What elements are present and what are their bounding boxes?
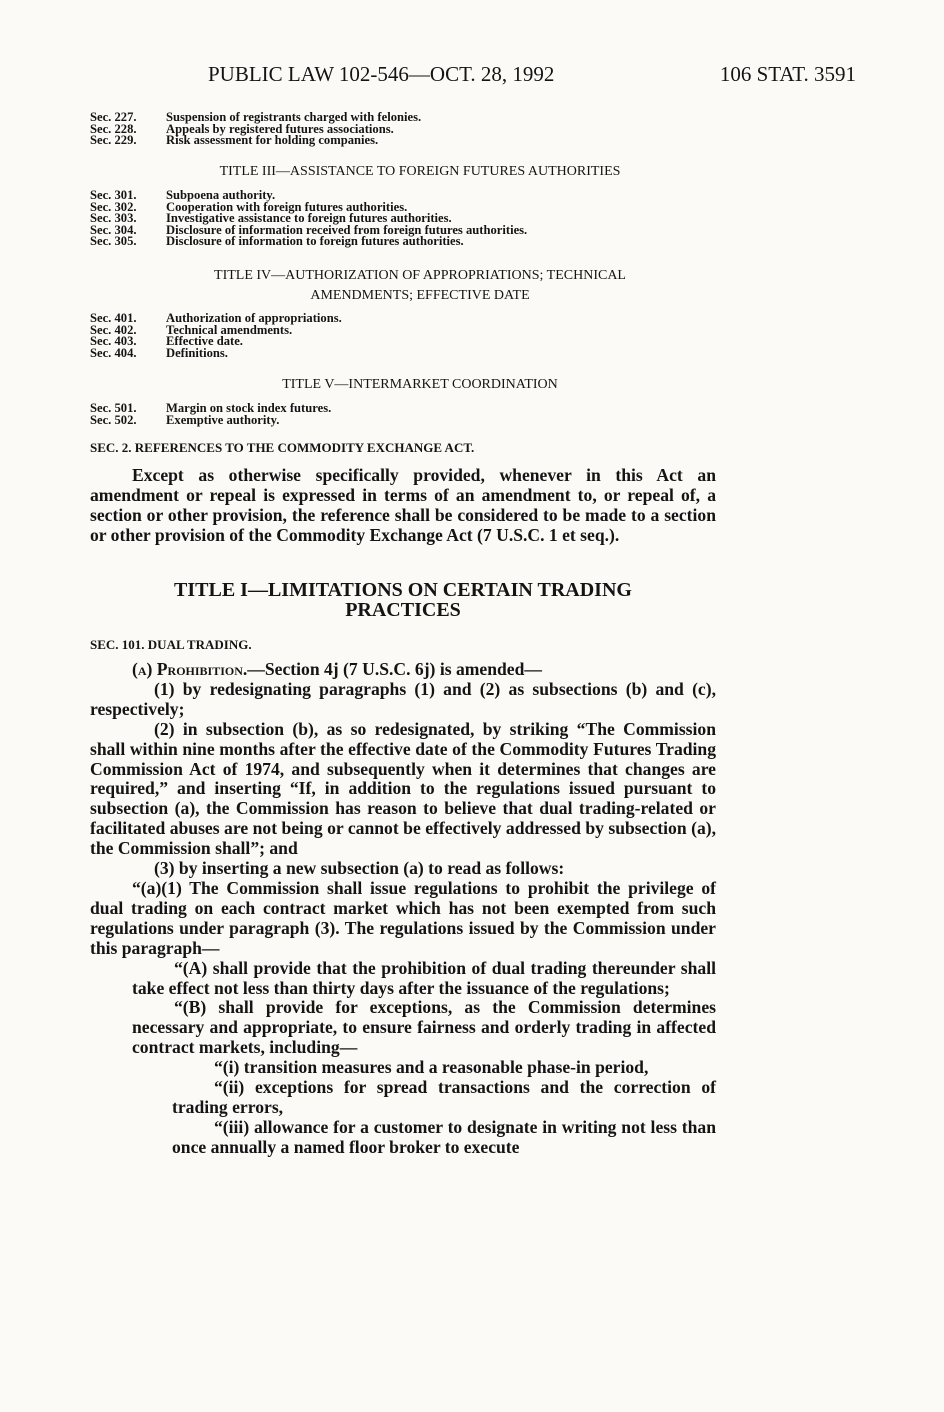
- toc-entry: Sec. 403. Effective date.: [90, 334, 243, 349]
- toc-entry: Sec. 501. Margin on stock index futures.: [90, 401, 332, 415]
- toc-title-iii: TITLE III—ASSISTANCE TO FOREIGN FUTURES AUTHORITIES: [219, 164, 621, 179]
- paragraph-2: (2) in subsection (b), as so redesignated, by striking “The Commission shall within nine months after the effective date of the Commodity Futures Trading Commission Act of 1974, and subsequently when it determines that changes are required,” and inserting “If, in addition to the regulations issued pursuant to subsection (a), the Commission has reason to believe that dual trading-related or facilitated abuses are not being or cannot be effectively addressed by subsection (a), the Commission shall”; and: [90, 718, 716, 859]
- page-header: [90, 62, 856, 92]
- toc-entry: Sec. 305. Disclosure of information to foreign futures authorities.: [90, 234, 464, 249]
- clause-ii: “(ii) exceptions for spread transactions and the correction of trading errors,: [172, 1077, 716, 1117]
- toc-entry: Sec. 228. Appeals by registered futures associations.: [90, 121, 394, 136]
- subsection-a-label: (a) Prohibition.: [132, 659, 248, 679]
- running-title: PUBLIC LAW 102-546—OCT. 28, 1992: [208, 62, 555, 86]
- clause-iii: “(iii) allowance for a customer to designate in writing not less than once annually a named floor broker to execute: [172, 1116, 716, 1157]
- stat-citation: 106 STAT. 3591: [719, 62, 856, 86]
- toc-group-title4: [90, 313, 690, 359]
- toc-group-title3: [90, 190, 690, 248]
- toc-title-iv-line1: TITLE IV—AUTHORIZATION OF APPROPRIATIONS; TECHNICAL: [214, 268, 626, 283]
- clause-B: “(B) shall provide for exceptions, as the Commission determines necessary and appropriate, to ensure fairness and orderly trading in affected contract markets, including—: [132, 997, 716, 1058]
- toc-title-iv-line2: AMENDMENTS; EFFECTIVE DATE: [310, 288, 530, 303]
- sec-2-body: [90, 466, 716, 546]
- toc-entry: Sec. 502. Exemptive authority.: [90, 412, 280, 427]
- clause-i: “(i) transition measures and a reasonable phase-in period,: [214, 1057, 649, 1078]
- toc-entry: Sec. 401. Authorization of appropriations.: [90, 311, 342, 325]
- toc-entry: Sec. 402. Technical amendments.: [90, 322, 293, 337]
- subsection-a: [90, 660, 716, 680]
- quoted-subsection-a1: “(a)(1) The Commission shall issue regulations to prohibit the privilege of dual trading on each contract market which has not been exempted from such regulations under paragraph (3). The regulations issued by the Commission under this paragraph—: [90, 877, 716, 958]
- sec-2-heading: SEC. 2. REFERENCES TO THE COMMODITY EXCHANGE ACT.: [90, 440, 475, 455]
- toc-entry: Sec. 302. Cooperation with foreign futures authorities.: [90, 199, 408, 214]
- toc-entry: Sec. 404. Definitions.: [90, 345, 228, 360]
- toc-entry: Sec. 229. Risk assessment for holding companies.: [90, 133, 379, 148]
- toc-entry: Sec. 303. Investigative assistance to foreign futures authorities.: [90, 211, 452, 226]
- toc-entry: Sec. 227. Suspension of registrants charged with felonies.: [90, 110, 422, 124]
- sec-2-paragraph: Except as otherwise specifically provided, whenever in this Act an amendment or repeal is expressed in terms of an amendment to, or repeal of, a section or other provision, the reference shall be considered to be made to a section or other provision of the Commodity Exchange Act (7 U.S.C. 1 et seq.).: [90, 465, 716, 545]
- toc-group-title2-end: [90, 112, 690, 147]
- sec-101-body: [90, 660, 716, 1158]
- toc-group-title5: [90, 403, 690, 426]
- toc-entry: Sec. 304. Disclosure of information received from foreign futures authorities.: [90, 222, 528, 237]
- clause-A: “(A) shall provide that the prohibition of dual trading thereunder shall take effect not less than thirty days after the issuance of the regulations;: [132, 957, 716, 998]
- title-i-heading-line1: TITLE I—LIMITATIONS ON CERTAIN TRADING: [174, 579, 632, 601]
- paragraph-3: (3) by inserting a new subsection (a) to read as follows:: [154, 858, 565, 879]
- paragraph-1: (1) by redesignating paragraphs (1) and (2) as subsections (b) and (c), respectively;: [90, 678, 716, 719]
- toc-entry: Sec. 301. Subpoena authority.: [90, 188, 276, 202]
- toc-title-v: TITLE V—INTERMARKET COORDINATION: [282, 377, 558, 392]
- sec-101-heading: SEC. 101. DUAL TRADING.: [90, 637, 252, 652]
- title-i-heading-line2: PRACTICES: [345, 599, 461, 621]
- subsection-a-text: —Section 4j (7 U.S.C. 6j) is amended—: [247, 659, 542, 679]
